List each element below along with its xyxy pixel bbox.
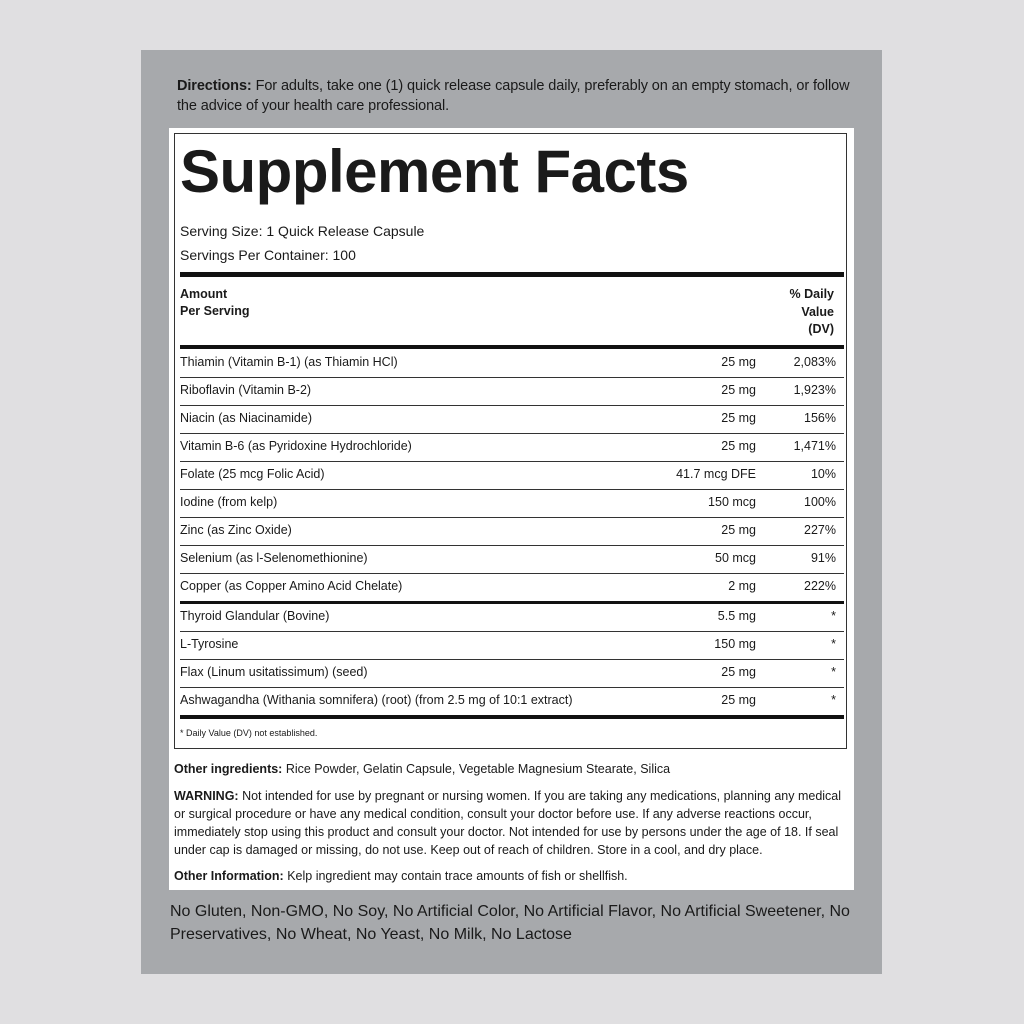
nutrient-amount: 25 mg	[721, 383, 756, 397]
nutrient-row	[180, 517, 844, 545]
nutrient-daily-value: 222%	[804, 579, 836, 593]
nutrient-row	[180, 405, 844, 433]
warning-label: WARNING:	[174, 789, 239, 803]
header-amount-line1: Amount	[180, 287, 228, 301]
nutrient-daily-value: 156%	[804, 411, 836, 425]
nutrient-name: Thyroid Glandular (Bovine)	[180, 609, 330, 623]
directions-body: For adults, take one (1) quick release capsule daily, preferably on an empty stomach, or follow the advice of your health care professional.	[177, 78, 850, 114]
nutrient-amount: 150 mg	[714, 637, 756, 651]
warning-text: Not intended for use by pregnant or nursing women. If you are taking any medications, planning any medical or surgical procedure or have any medical condition, consult your doctor before use. If any adverse reactions occur, immediately stop using this product and consult your doctor. Not intended for use by persons under the age of 18. If seal under cap is damaged or missing, do not use. Keep out of reach of children. Store in a cool, and dry place.	[174, 789, 842, 857]
nutrient-name: Folate (25 mcg Folic Acid)	[180, 467, 325, 481]
other-information-label: Other Information:	[174, 869, 284, 883]
nutrient-name: Zinc (as Zinc Oxide)	[180, 523, 292, 537]
nutrient-amount: 50 mcg	[715, 551, 756, 565]
nutrient-row	[180, 687, 844, 715]
facts-title: Supplement Facts	[180, 138, 689, 205]
warning	[174, 787, 850, 859]
nutrient-row	[180, 573, 844, 601]
other-information	[174, 867, 850, 885]
nutrient-amount: 25 mg	[721, 411, 756, 425]
nutrient-daily-value: 10%	[810, 467, 836, 481]
other-ingredients-text: Rice Powder, Gelatin Capsule, Vegetable Magnesium Stearate, Silica	[285, 762, 671, 776]
nutrient-name: Ashwagandha (Withania somnifera) (root) (from 2.5 mg of 10:1 extract)	[180, 693, 573, 707]
nutrient-daily-value: *	[831, 609, 836, 623]
free-from-statement: No Gluten, Non-GMO, No Soy, No Artificial Color, No Artificial Flavor, No Artificial Sweetener, No Preservatives, No Wheat, No Yeast, No Milk, No Lactose	[170, 903, 850, 943]
nutrient-row	[180, 659, 844, 687]
supplement-facts-box	[174, 133, 847, 749]
nutrient-amount: 25 mg	[721, 693, 756, 707]
divider-thick	[180, 272, 844, 277]
nutrient-name: Selenium (as l-Selenomethionine)	[180, 551, 368, 565]
other-information-text: Kelp ingredient may contain trace amounts of fish or shellfish.	[287, 869, 628, 883]
divider-bottom	[180, 715, 844, 719]
nutrient-row	[180, 461, 844, 489]
other-ingredients-label: Other ingredients:	[174, 762, 283, 776]
header-daily-value	[790, 286, 834, 339]
nutrient-name: Vitamin B-6 (as Pyridoxine Hydrochloride)	[180, 439, 412, 453]
nutrient-row	[180, 631, 844, 659]
nutrient-amount: 25 mg	[721, 665, 756, 679]
nutrient-row	[180, 377, 844, 405]
nutrient-row	[180, 433, 844, 461]
nutrient-daily-value: 100%	[804, 495, 836, 509]
nutrient-name: Iodine (from kelp)	[180, 495, 278, 509]
other-ingredients	[174, 760, 850, 778]
header-dv-line2: Value	[801, 304, 834, 319]
nutrient-daily-value: 91%	[810, 551, 836, 565]
nutrient-daily-value: 1,923%	[793, 383, 836, 397]
nutrient-amount: 41.7 mcg DFE	[676, 467, 756, 481]
nutrient-daily-value: 1,471%	[793, 439, 836, 453]
header-amount-line2: Per Serving	[180, 304, 250, 318]
nutrient-name: Flax (Linum usitatissimum) (seed)	[180, 665, 368, 679]
nutrient-name: Riboflavin (Vitamin B-2)	[180, 383, 312, 397]
nutrient-amount: 2 mg	[728, 579, 756, 593]
serving-size: Serving Size: 1 Quick Release Capsule	[180, 223, 425, 239]
nutrient-daily-value: 227%	[804, 523, 836, 537]
nutrient-name: Niacin (as Niacinamide)	[180, 411, 312, 425]
nutrient-row	[180, 603, 844, 631]
header-dv-line3: (DV)	[808, 322, 834, 336]
header-dv-line1: % Daily	[789, 287, 834, 301]
nutrient-amount: 25 mg	[721, 355, 756, 369]
nutrient-daily-value: *	[831, 665, 836, 679]
nutrient-row	[180, 489, 844, 517]
nutrient-name: Copper (as Copper Amino Acid Chelate)	[180, 579, 403, 593]
servings-per-container: Servings Per Container: 100	[180, 247, 356, 263]
nutrient-amount: 150 mcg	[708, 495, 756, 509]
directions-label: Directions:	[177, 78, 252, 94]
header-amount	[180, 286, 249, 320]
nutrient-row	[180, 349, 844, 377]
footnote: * Daily Value (DV) not established.	[180, 728, 318, 738]
nutrient-name: Thiamin (Vitamin B-1) (as Thiamin HCl)	[180, 355, 398, 369]
nutrient-daily-value: *	[831, 637, 836, 651]
directions-text	[177, 76, 867, 116]
nutrient-name: L-Tyrosine	[180, 637, 239, 651]
nutrient-amount: 25 mg	[721, 523, 756, 537]
nutrient-row	[180, 545, 844, 573]
nutrient-daily-value: 2,083%	[793, 355, 836, 369]
nutrient-amount: 25 mg	[721, 439, 756, 453]
nutrient-amount: 5.5 mg	[717, 609, 756, 623]
nutrient-daily-value: *	[831, 693, 836, 707]
